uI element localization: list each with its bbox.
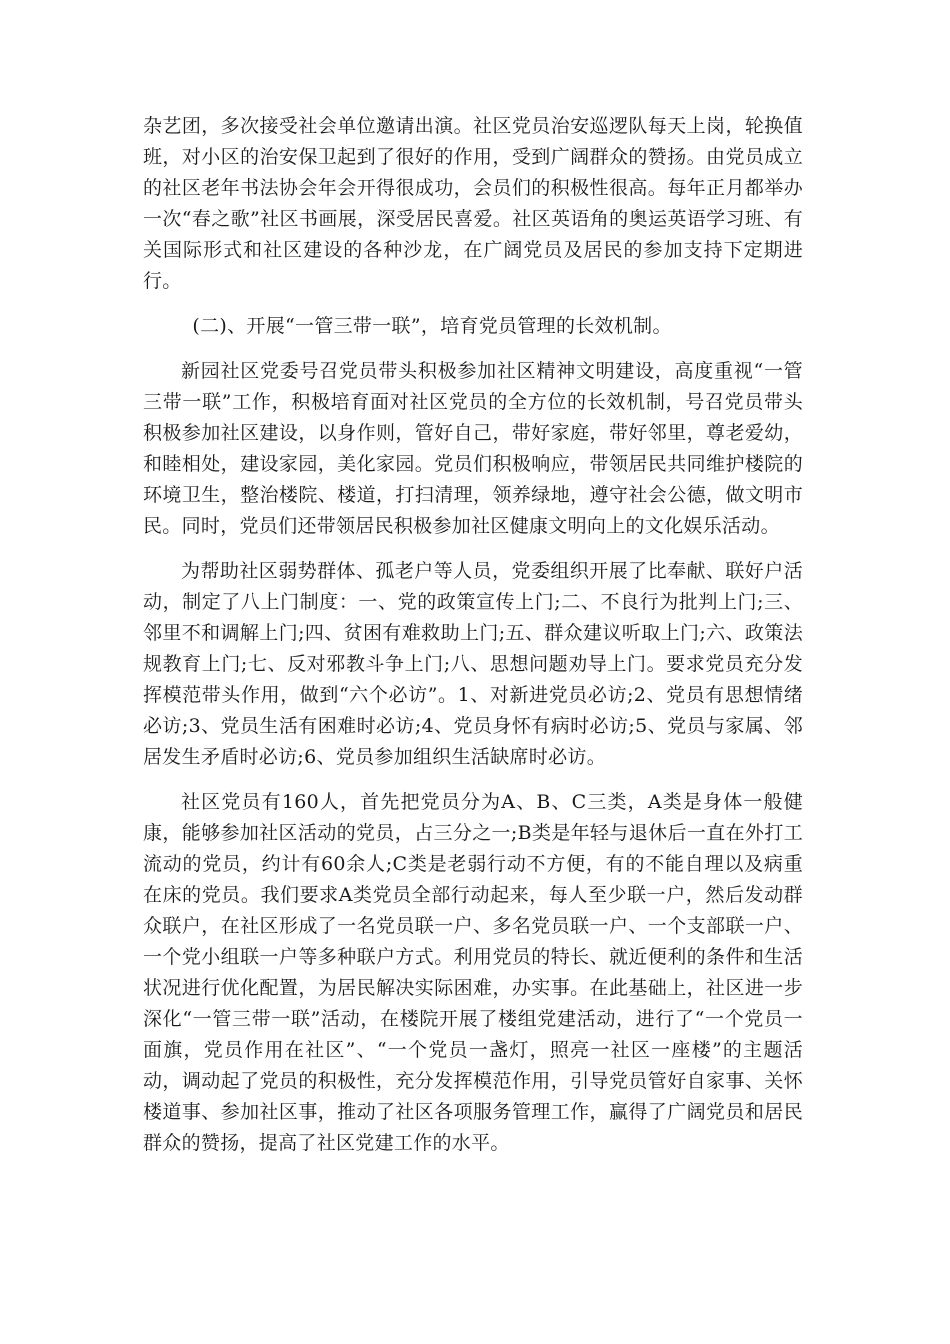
paragraph-one-management: 新园社区党委号召党员带头积极参加社区精神文明建设，高度重视“一管三带一联”工作，积极培育面对社区党员的全方位的长效机制，号召党员带头积极参加社区建设，以身作则，管好自己，带好家庭，带好邻里，尊老爱幼，和睦相处，建设家园，美化家园。党员们积极响应，带领居民共同维护楼院的环境卫生，整治楼院、楼道，打扫清理，领养绿地，遵守社会公德，做文明市民。同时，党员们还带领居民积极参加社区健康文明向上的文化娱乐活动。 [143,360,803,537]
paragraph-eight-visits: 为帮助社区弱势群体、孤老户等人员，党委组织开展了比奉献、联好户活动，制定了八上门制度：一、党的政策宣传上门;二、不良行为批判上门;三、邻里不和调解上门;四、贫困有难救助上门;五、群众建议听取上门;六、政策法规教育上门;七、反对邪教斗争上门;八、思想问题劝导上门。要求党员充分发挥模范带头作用，做到“六个必访”。1、对新进党员必访;2、党员有思想情绪必访;3、党员生活有困难时必访;4、党员身怀有病时必访;5、党员与家属、邻居发生矛盾时必访;6、党员参加组织生活缺席时必访。 [143,560,803,768]
section-heading: (二)、开展“一管三带一联”，培育党员管理的长效机制。 [192,315,672,337]
paragraph-continuation: 杂艺团，多次接受社会单位邀请出演。社区党员治安巡逻队每天上岗，轮换值班，对小区的治安保卫起到了很好的作用，受到广阔群众的赞扬。由党员成立的社区老年书法协会年会开得很成功，会员们的积极性很高。每年正月都举办一次“春之歌”社区书画展，深受居民喜爱。社区英语角的奥运英语学习班、有关国际形式和社区建设的各种沙龙，在广阔党员及居民的参加支持下定期进行。 [143,115,803,292]
document-page [143,111,803,1173]
paragraph-member-categories: 社区党员有160人，首先把党员分为A、B、C三类，A类是身体一般健康，能够参加社区活动的党员，占三分之一;B类是年轻与退休后一直在外打工流动的党员，约计有60余人;C类是老弱行动不方便，有的不能自理以及病重在床的党员。我们要求A类党员全部行动起来，每人至少联一户，然后发动群众联户，在社区形成了一名党员联一户、多名党员联一户、一个支部联一户、一个党小组联一户等多种联户方式。利用党员的特长、就近便利的条件和生活状况进行优化配置，为居民解决实际困难，办实事。在此基础上，社区进一步深化“一管三带一联”活动，在楼院开展了楼组党建活动，进行了“一个党员一面旗，党员作用在社区”、“一个党员一盏灯，照亮一社区一座楼”的主题活动，调动起了党员的积极性，充分发挥模范作用，引导党员管好自家事、关怀楼道事、参加社区事，推动了社区各项服务管理工作，赢得了广阔党员和居民群众的赞扬，提高了社区党建工作的水平。 [143,791,803,1154]
